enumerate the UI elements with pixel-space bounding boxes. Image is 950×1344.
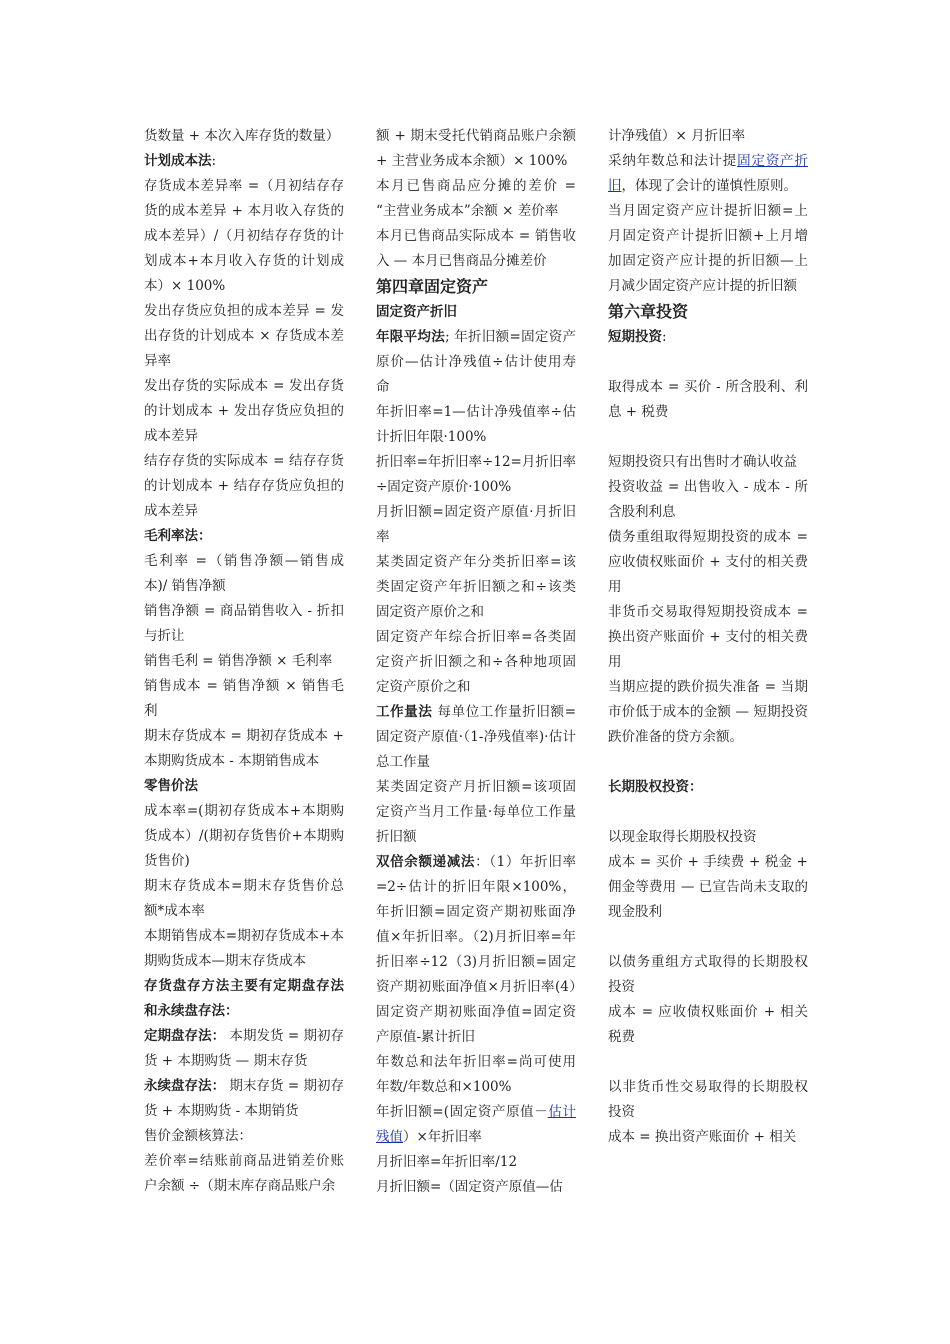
paragraph: 发出存货应负担的成本差异 = 发出存货的计划成本 × 存货成本差异率 [144,303,344,369]
paragraph-text: ; 年折旧额=固定资产原价—估计净残值÷估计使用寿命 [376,329,577,395]
paragraph: 债务重组取得短期投资的成本 = 应收债权账面价 + 支付的相关费用 [608,529,808,595]
paragraph: 存货成本差异率 =（月初结存存货的成本差异 + 本月收入存货的成本差异）/（月初结存存货的计划成本+本月收入存货的计划成本）× 100% [144,178,344,294]
spacer [608,1050,808,1075]
paragraph: 计净残值）× 月折旧率 [608,128,746,144]
paragraph: 当期应提的跌价损失准备 = 当期市价低于成本的金额 — 短期投资跌价准备的贷方余额。 [608,679,808,745]
spacer [608,800,808,825]
spacer [608,925,808,950]
paragraph: 售价金额核算法： [144,1128,252,1144]
paragraph: 额 + 期末受托代销商品账户余额 + 主营业务成本余额）× 100% [376,128,576,169]
paragraph: 成本 = 换出资产账面价 + 相关 [608,1129,797,1145]
paragraph: 非货币交易取得短期投资成本 = 换出资产账面价 + 支付的相关费用 [608,604,808,670]
colon: : [662,329,667,345]
paragraph: 月折旧额=（固定资产原值—估 [376,1179,563,1195]
heading-plan-cost-label: 计划成本法 [144,153,212,169]
paragraph: 以现金取得长期股权投资 [608,829,757,845]
paragraph-text: 本期发货 = 期初存货 + 本期购货 — 期末存货 [144,1028,344,1069]
heading-plan-cost [144,149,344,174]
heading-retail-price: 零售价法 [144,778,198,794]
heading-short-term [608,325,808,350]
paragraph: 以非货币性交易取得的长期股权投资 [608,1079,808,1120]
paragraph: 销售净额 = 商品销售收入 - 折扣与折让 [144,603,344,644]
paragraph [376,700,576,775]
column-2 [376,124,576,1200]
heading-periodic: 定期盘存法： [144,1028,226,1044]
chapter-4-title: 第四章固定资产 [376,277,489,296]
paragraph: 年折旧率=1—估计净残值率÷估计折旧年限·100% [376,404,576,445]
heading-short-term-label: 短期投资 [608,329,662,345]
heading-gross-margin: 毛利率法： [144,528,212,544]
heading-long-term-equity: 长期股权投资： [608,779,703,795]
paragraph: 期末存货成本 = 期初存货成本 + 本期购货成本 - 本期销售成本 [144,728,344,769]
paragraph-text: ：（1）年折旧率=2÷估计的折旧年限×100%，年折旧额=固定资产期初账面净值×年折旧率。（2)月折旧率=年折旧率÷12（3)月折旧额=固定资产期初账面净值×月折旧率(4）固定资产期初账面净值=固定资产原值-累计折旧 [376,854,576,1045]
paragraph [608,149,808,199]
paragraph-text: 采纳年数总和法计提 [608,153,738,169]
paragraph: 本月已售商品应分摊的差价 = “主营业务成本”余额 × 差价率 [376,178,576,219]
paragraph: 固定资产年综合折旧率=各类固定资产折旧额之和÷各种地项固定资产原价之和 [376,629,576,695]
paragraph: 某类固定资产月折旧额=该项固定资产当月工作量·每单位工作量折旧额 [376,779,576,845]
paragraph: 月折旧额=固定资产原值·月折旧率 [376,504,576,545]
paragraph: 某类固定资产年分类折旧率=该类固定资产年折旧额之和÷该类固定资产原价之和 [376,554,576,620]
paragraph: 月折旧率=年折旧率/12 [376,1154,518,1170]
paragraph: 折旧率=年折旧率÷12=月折旧率÷固定资产原价·100% [376,454,576,495]
heading-perpetual: 永续盘存法： [144,1078,226,1094]
paragraph: 期末存货成本=期末存货售价总额*成本率 [144,878,344,919]
fixed-asset-depreciation-link[interactable]: 固定资产折旧 [608,153,809,194]
paragraph: 年数总和法年折旧率=尚可使用年数/年数总和×100% [376,1054,576,1095]
paragraph: 取得成本 = 买价 - 所含股利、利息 + 税费 [608,379,808,420]
paragraph: 成本率=(期初存货成本+本期购货成本）/(期初存货售价+本期购货售价) [144,803,344,869]
heading-depreciation: 固定资产折旧 [376,304,457,320]
heading-inventory-methods: 存货盘存方法主要有定期盘存法和永续盘存法： [144,978,344,1019]
paragraph [376,850,576,1050]
paragraph: 销售成本 = 销售净额 × 销售毛利 [144,678,344,719]
paragraph: 本期销售成本=期初存货成本+本期购货成本—期末存货成本 [144,928,344,969]
heading-straight-line: 年限平均法 [376,329,446,345]
spacer [608,750,808,775]
paragraph: 本月已售商品实际成本 = 销售收入 — 本月已售商品分摊差价 [376,228,576,269]
heading-double-declining: 双倍余额递减法 [376,854,476,870]
heading-work-units: 工作量法 [376,704,433,720]
paragraph: 投资收益 = 出售收入 - 成本 - 所含股利利息 [608,479,808,520]
paragraph: 成本 = 买价 + 手续费 + 税金 + 佣金等费用 — 已宣告尚未支取的现金股利 [608,854,808,920]
paragraph [144,1024,344,1074]
paragraph [376,325,576,400]
estimated-residual-link[interactable]: 估计残值 [376,1104,576,1145]
chapter-6-title: 第六章投资 [608,302,689,321]
paragraph-text: 每单位工作量折旧额=固定资产原值·（1-净残值率)·估计总工作量 [376,704,576,770]
paragraph-text: 期末存货 = 期初存货 + 本期购货 - 本期销货 [144,1078,344,1119]
paragraph: 差价率=结账前商品进销差价账户余额 ÷（期末库存商品账户余 [144,1153,344,1194]
paragraph-text: 年折旧额=(固定资产原值－ [376,1104,548,1120]
paragraph: 短期投资只有出售时才确认收益 [608,454,797,470]
paragraph: 货数量 + 本次入库存货的数量） [144,128,340,144]
paragraph [144,1074,344,1124]
column-1 [144,124,344,1199]
paragraph: 毛利率 =（销售净额—销售成本)/ 销售净额 [144,553,344,594]
paragraph: 发出存货的实际成本 = 发出存货的计划成本 + 发出存货应负担的成本差异 [144,378,344,444]
paragraph-text: ，体现了会计的谨慎性原则。 [621,178,797,194]
paragraph: 以债务重组方式取得的长期股权投资 [608,954,808,995]
colon: : [211,153,217,169]
spacer [608,350,808,375]
paragraph: 当月固定资产应计提折旧额=上月固定资产计提折旧额+上月增加固定资产应计提的折旧额—上月减少固定资产应计提的折旧额 [608,203,808,294]
column-3 [608,124,808,1150]
spacer [608,425,808,450]
paragraph: 销售毛利 = 销售净额 × 毛利率 [144,653,333,669]
paragraph-text: ）×年折旧率 [403,1129,482,1145]
paragraph: 结存存货的实际成本 = 结存存货的计划成本 + 结存存货应负担的成本差异 [144,453,344,519]
paragraph: 成本 = 应收债权账面价 + 相关税费 [608,1004,808,1045]
paragraph [376,1100,576,1150]
